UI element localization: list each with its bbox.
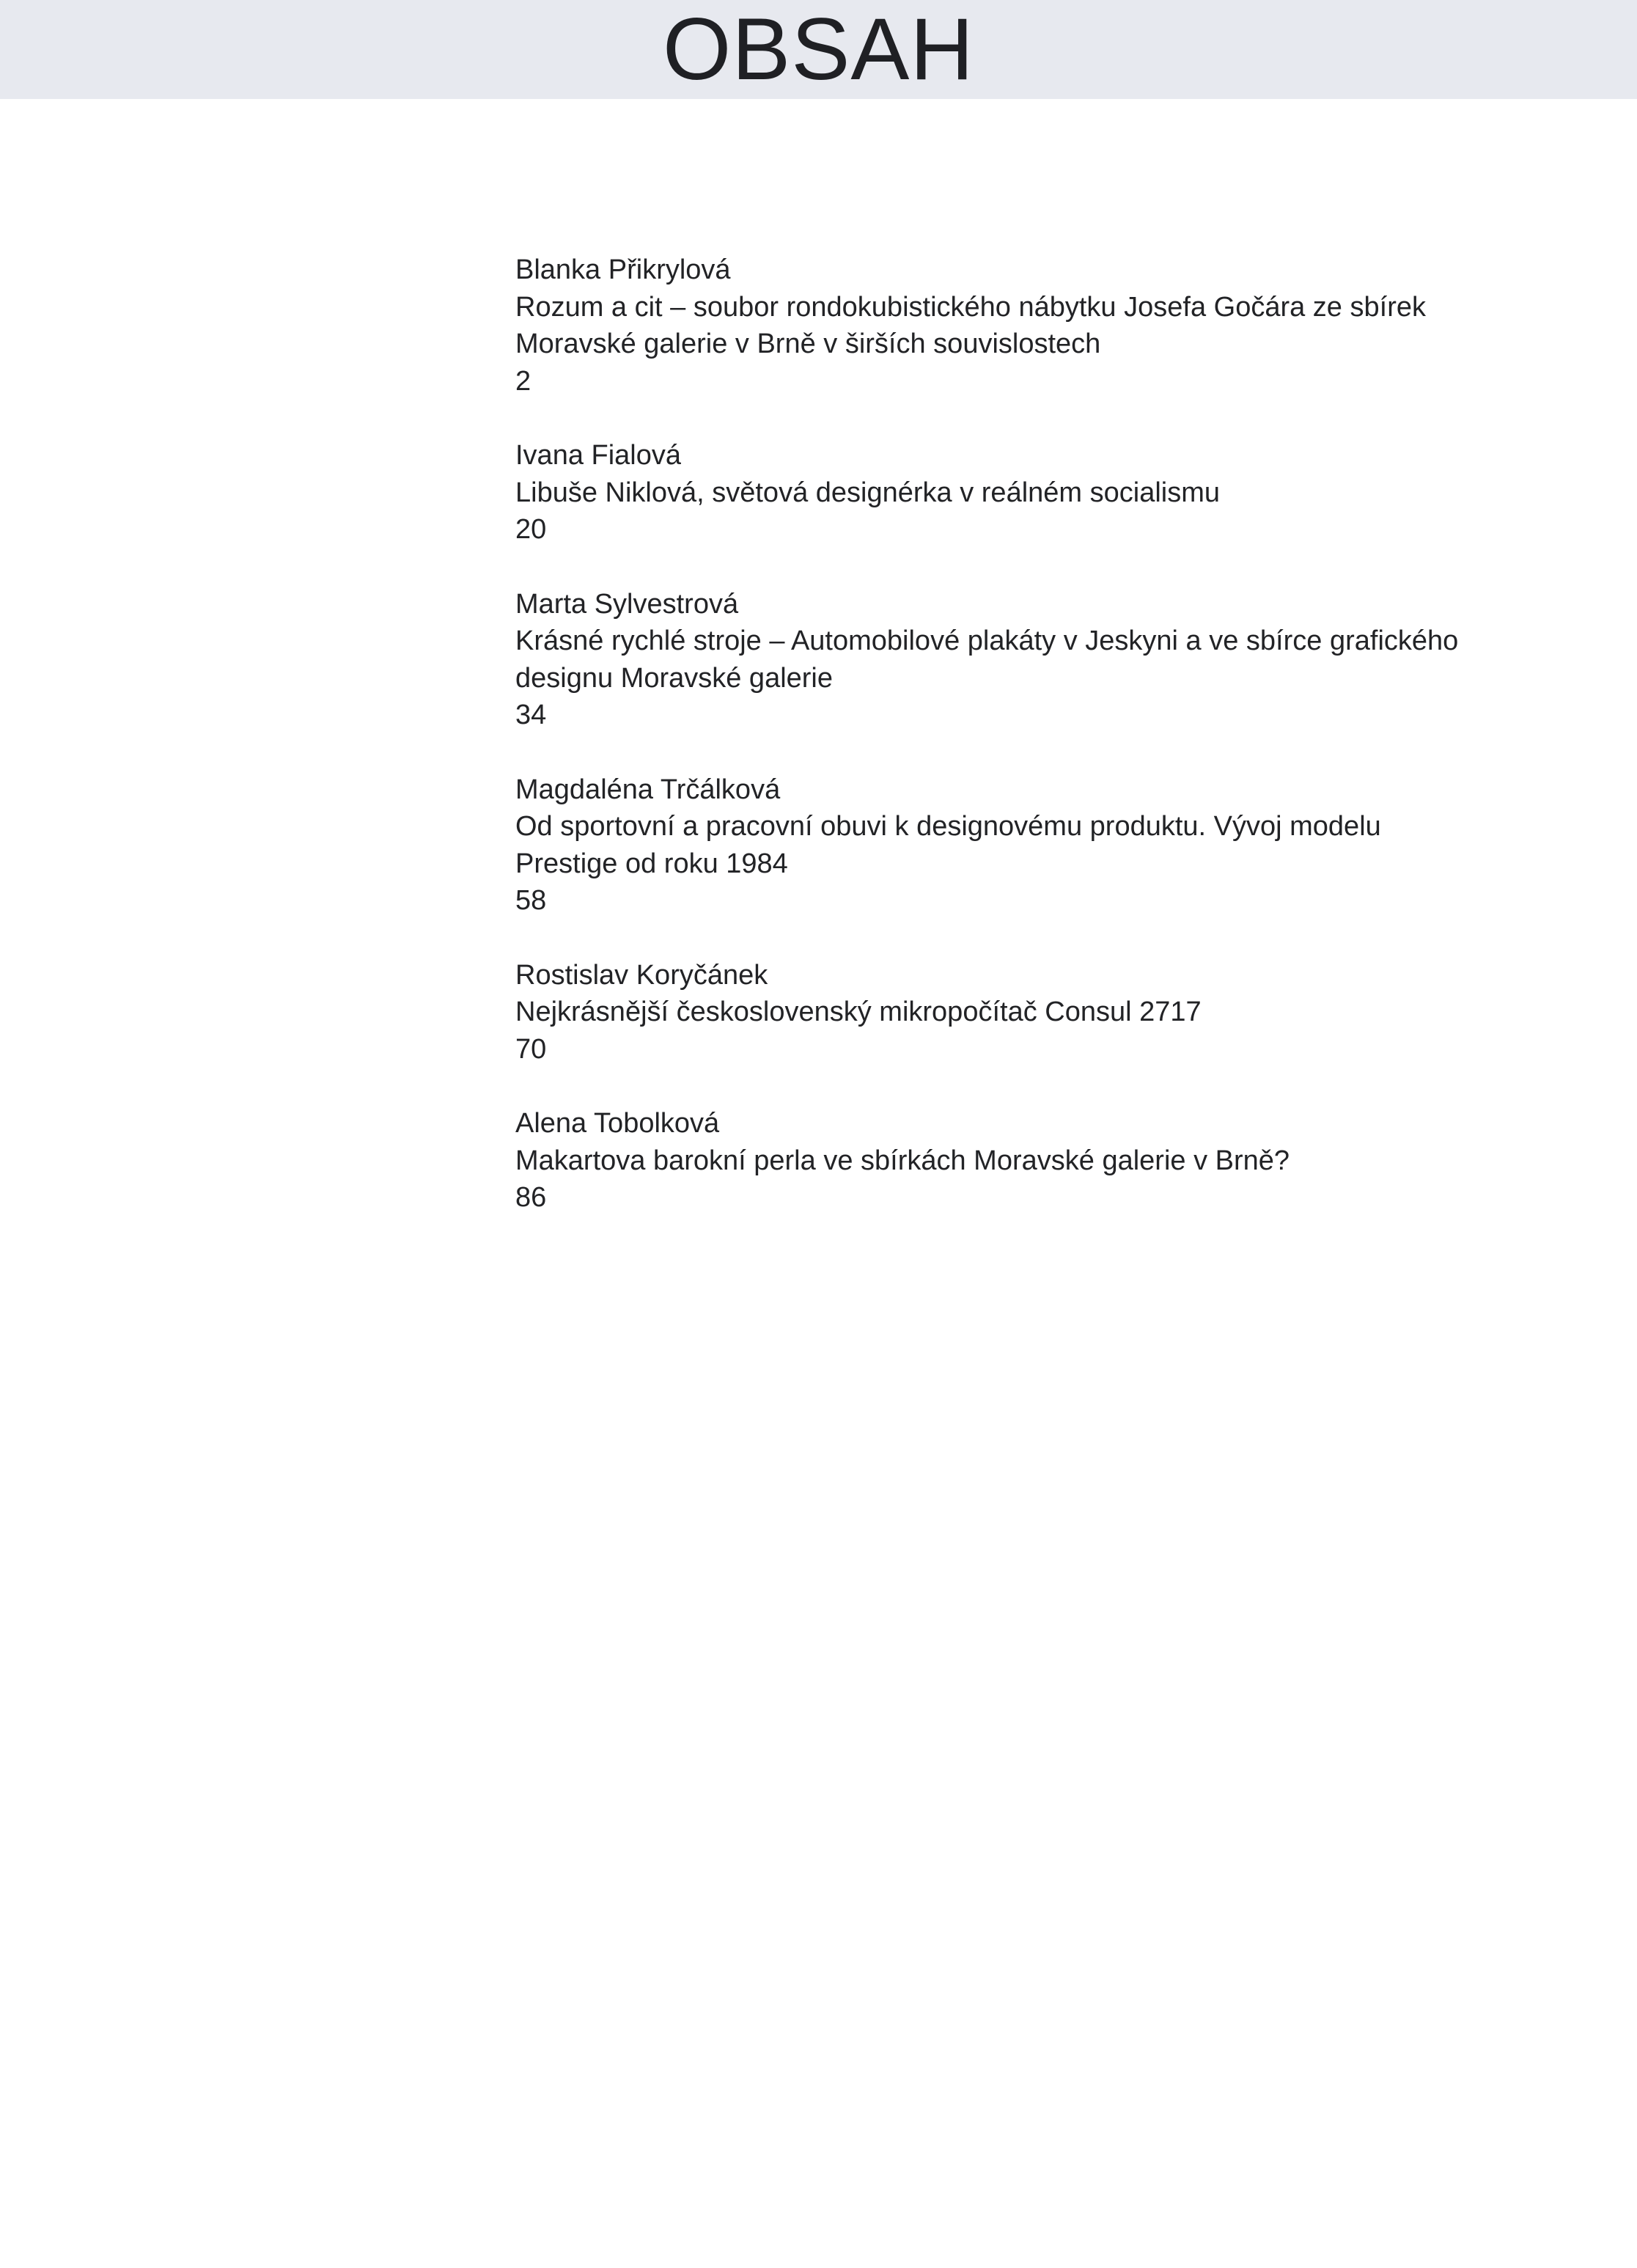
- entry-page-number: 34: [515, 700, 547, 730]
- entry-title-line: Krásné rychlé stroje – Automobilové plakáty v Jeskyni a ve sbírce grafického: [515, 625, 1459, 656]
- entry-page-number: 20: [515, 514, 547, 545]
- toc-entry: [515, 252, 1578, 400]
- entry-author: Magdaléna Trčálková: [515, 774, 781, 805]
- entry-title-line: Moravské galerie v Brně v širších souvislostech: [515, 329, 1101, 359]
- entry-author: Blanka Přikrylová: [515, 254, 731, 285]
- entry-title-line: designu Moravské galerie: [515, 662, 834, 694]
- entry-page-number: 86: [515, 1182, 547, 1213]
- entry-author: Ivana Fialová: [515, 440, 682, 471]
- entry-title-line: Libuše Niklová, světová designérka v reálném socialismu: [515, 477, 1221, 508]
- toc-entry: [515, 771, 1578, 920]
- entry-title-line: Rozum a cit – soubor rondokubistického nábytku Josefa Gočára ze sbírek: [515, 291, 1426, 323]
- page-title: OBSAH: [662, 0, 975, 98]
- entry-author: Alena Tobolková: [515, 1108, 720, 1139]
- toc-entry: [515, 586, 1578, 734]
- header-band: [0, 0, 1637, 99]
- entry-title-line: Prestige od roku 1984: [515, 848, 788, 879]
- entry-title-line: Nejkrásnější československý mikropočítač Consul 2717: [515, 997, 1202, 1027]
- entry-page-number: 2: [515, 365, 531, 397]
- toc-entry: [515, 957, 1578, 1068]
- entry-author: Rostislav Koryčánek: [515, 959, 768, 991]
- entry-title-line: Od sportovní a pracovní obuvi k designovému produktu. Vývoj modelu: [515, 811, 1381, 842]
- entry-page-number: 58: [515, 885, 547, 916]
- toc-entry: [515, 437, 1578, 548]
- entry-title-line: Makartova barokní perla ve sbírkách Moravské galerie v Brně?: [515, 1145, 1290, 1176]
- table-of-contents: [515, 252, 1578, 1254]
- entry-page-number: 70: [515, 1033, 547, 1065]
- toc-entry: [515, 1105, 1578, 1216]
- entry-author: Marta Sylvestrová: [515, 588, 739, 620]
